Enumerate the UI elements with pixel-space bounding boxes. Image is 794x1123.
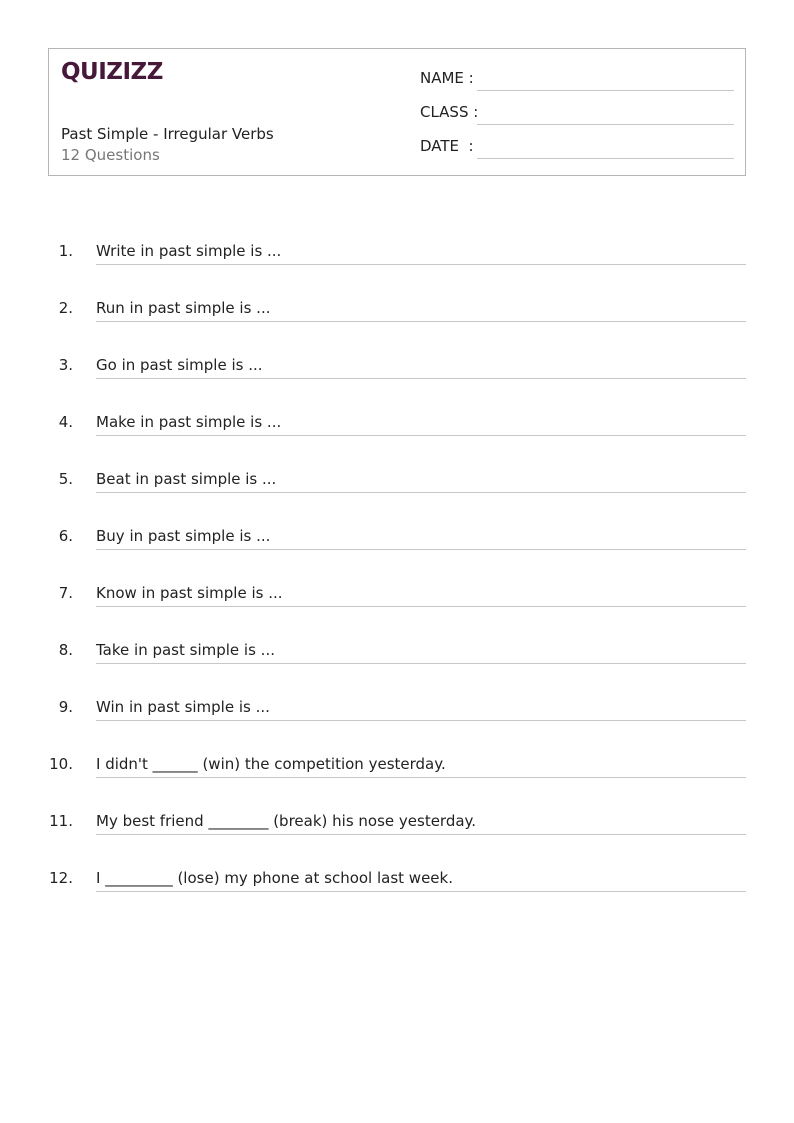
answer-line[interactable] (96, 264, 746, 265)
date-line[interactable] (477, 158, 734, 159)
question-item (0, 808, 794, 838)
question-text: Go in past simple is ... (96, 356, 263, 374)
question-text: Write in past simple is ... (96, 242, 282, 260)
question-item (0, 295, 794, 325)
worksheet-title: Past Simple - Irregular Verbs (61, 125, 274, 143)
question-item (0, 751, 794, 781)
date-field[interactable] (420, 137, 734, 159)
answer-line[interactable] (96, 720, 746, 721)
answer-line[interactable] (96, 834, 746, 835)
question-item (0, 523, 794, 553)
question-item (0, 409, 794, 439)
answer-line[interactable] (96, 606, 746, 607)
answer-line[interactable] (96, 891, 746, 892)
question-item (0, 580, 794, 610)
question-text: Take in past simple is ... (96, 641, 275, 659)
answer-line[interactable] (96, 663, 746, 664)
answer-line[interactable] (96, 777, 746, 778)
question-text: Know in past simple is ... (96, 584, 283, 602)
answer-line[interactable] (96, 549, 746, 550)
answer-line[interactable] (96, 378, 746, 379)
question-number: 12. (49, 869, 73, 887)
date-label: DATE : (420, 137, 474, 155)
question-text: Make in past simple is ... (96, 413, 282, 431)
question-number: 11. (49, 812, 73, 830)
question-text: I didn't ______ (win) the competition yesterday. (96, 755, 446, 773)
class-field[interactable] (420, 103, 734, 125)
question-number: 9. (58, 698, 73, 716)
name-field[interactable] (420, 69, 734, 91)
question-item (0, 637, 794, 667)
name-label: NAME : (420, 69, 474, 87)
question-number: 7. (58, 584, 73, 602)
question-text: Win in past simple is ... (96, 698, 270, 716)
question-number: 3. (58, 356, 73, 374)
answer-line[interactable] (96, 321, 746, 322)
question-text: Buy in past simple is ... (96, 527, 271, 545)
class-line[interactable] (477, 124, 734, 125)
question-number: 1. (58, 242, 73, 260)
question-number: 5. (58, 470, 73, 488)
name-line[interactable] (477, 90, 734, 91)
question-number: 4. (58, 413, 73, 431)
question-number: 2. (58, 299, 73, 317)
question-item (0, 694, 794, 724)
answer-line[interactable] (96, 435, 746, 436)
class-label: CLASS : (420, 103, 479, 121)
worksheet-header (48, 48, 746, 176)
quizizz-logo: QUIZIZZ (61, 59, 163, 85)
question-item (0, 865, 794, 895)
question-item (0, 238, 794, 268)
question-text: I _________ (lose) my phone at school last week. (96, 869, 453, 887)
question-text: My best friend ________ (break) his nose yesterday. (96, 812, 477, 830)
question-number: 10. (49, 755, 73, 773)
question-number: 8. (58, 641, 73, 659)
question-text: Run in past simple is ... (96, 299, 271, 317)
question-text: Beat in past simple is ... (96, 470, 277, 488)
answer-line[interactable] (96, 492, 746, 493)
question-item (0, 352, 794, 382)
question-count: 12 Questions (61, 146, 160, 164)
question-number: 6. (58, 527, 73, 545)
question-item (0, 466, 794, 496)
